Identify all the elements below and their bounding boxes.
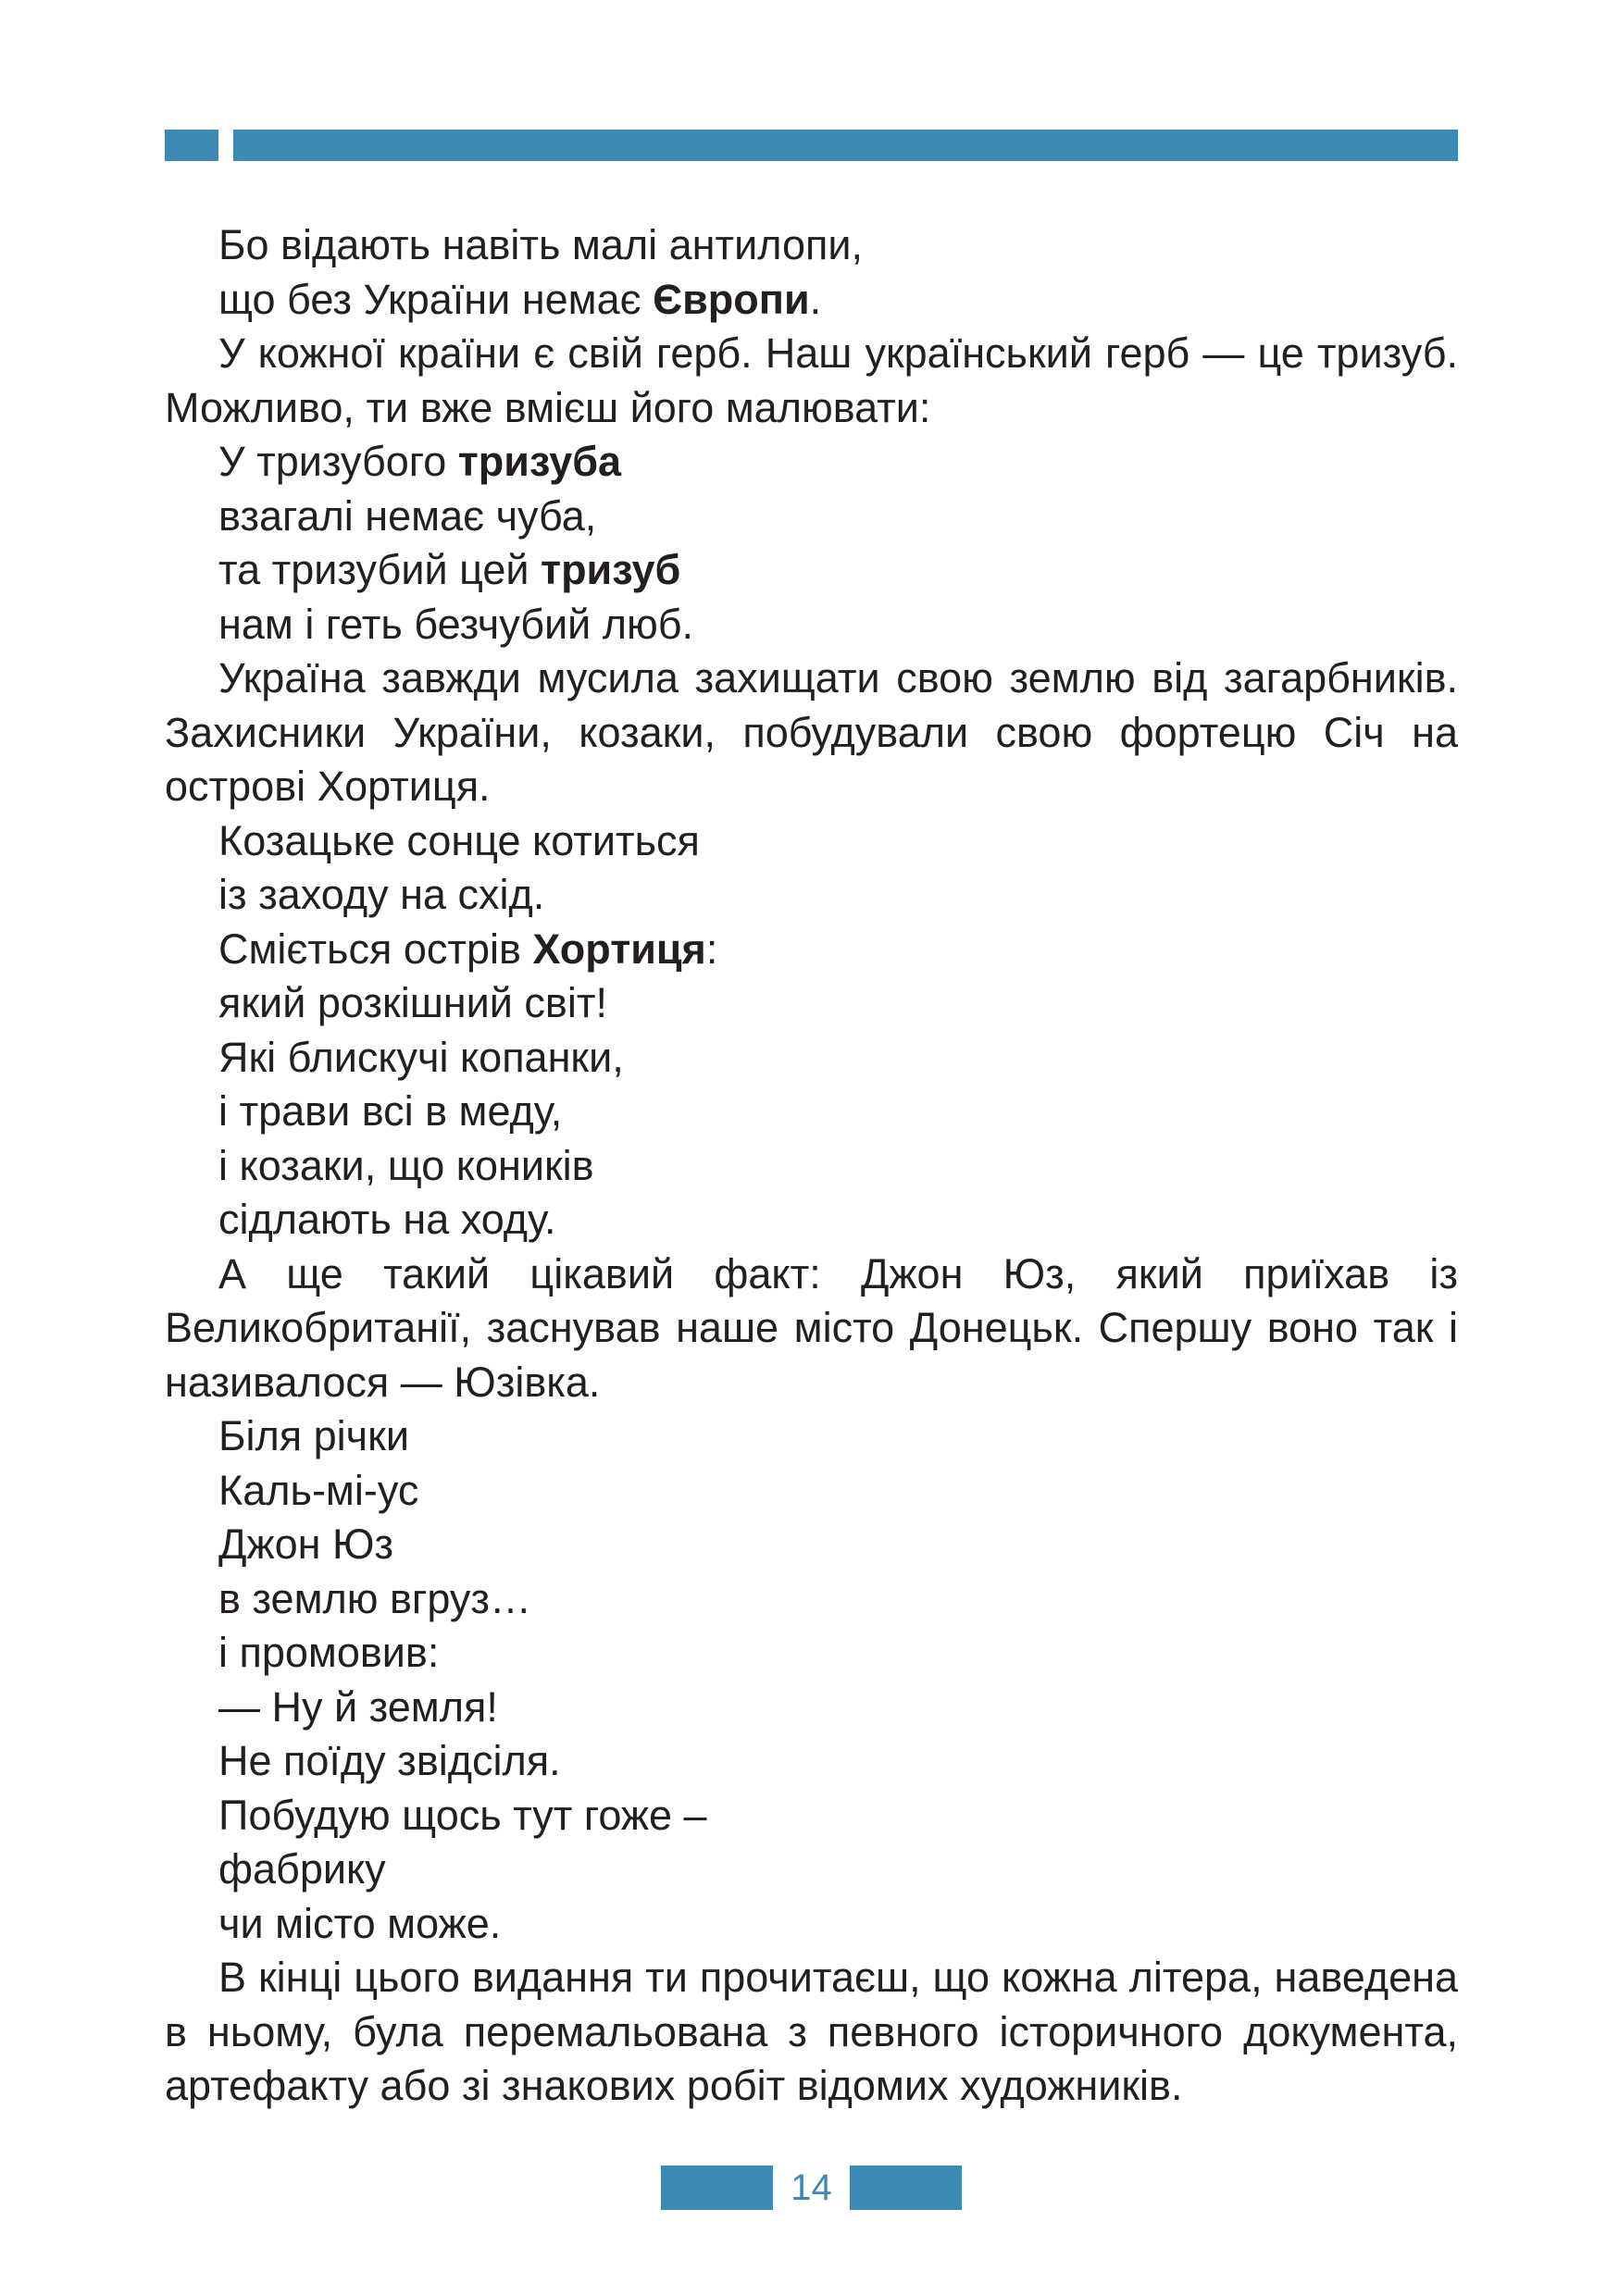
- text-segment: чи місто може.: [218, 1899, 502, 1947]
- verse-line: [165, 1681, 1458, 1735]
- text-segment: У тризубого: [218, 438, 458, 485]
- text-segment: який розкішний світ!: [218, 979, 607, 1026]
- text-segment: фабрику: [218, 1845, 386, 1893]
- verse-line: [165, 1139, 1458, 1194]
- text-segment: .: [809, 275, 822, 323]
- verse-line: [165, 1897, 1458, 1952]
- text-segment: нам і геть безчубий люб.: [218, 600, 694, 648]
- verse-line: [165, 490, 1458, 544]
- text-segment: сідлають на ходу.: [218, 1196, 556, 1243]
- text-segment: Біля річки: [218, 1412, 409, 1459]
- text-segment: Козацьке сонце котиться: [218, 816, 700, 864]
- verse-line: [165, 976, 1458, 1031]
- text-segment: Каль-мі-ус: [218, 1466, 419, 1514]
- verse-line: [165, 1031, 1458, 1086]
- verse-line: [165, 1572, 1458, 1627]
- verse-line: [165, 1734, 1458, 1789]
- text-segment: В кінці цього видання ти прочитаєш, що кожна літера, наведена в ньому, була перемальована з певного історичного документа, артефакту або зі знакових робіт відомих художників.: [165, 1954, 1458, 2109]
- verse-line: [165, 923, 1458, 977]
- text-segment: Які блискучі копанки,: [218, 1033, 624, 1081]
- text-segment: Сміється острів: [218, 925, 533, 973]
- bold-text: Європи: [653, 275, 810, 323]
- text-segment: і промовив:: [218, 1629, 440, 1676]
- text-segment: :: [705, 925, 718, 973]
- verse-line: [165, 1518, 1458, 1572]
- verse-line: [165, 1193, 1458, 1247]
- footer-decor-bar-right: [850, 2166, 962, 2210]
- text-segment: в землю вгруз…: [218, 1574, 531, 1622]
- verse-line: [165, 218, 1458, 273]
- bold-text: тризуба: [457, 438, 622, 485]
- text-segment: А ще такий цікавий факт: Джон Юз, який приїхав із Великобританії, заснував наше місто Донецьк. Спершу воно так і називалося — Юзівка.: [165, 1249, 1458, 1406]
- text-segment: та тризубий цей: [218, 546, 542, 593]
- text-segment: Бо відають навіть малі антилопи,: [218, 221, 864, 268]
- text-segment: що без України немає: [218, 275, 654, 323]
- verse-line: [165, 868, 1458, 923]
- bold-text: Хортиця: [532, 925, 706, 973]
- paragraph: [165, 652, 1458, 814]
- paragraph: [165, 1951, 1458, 2114]
- verse-line: [165, 1409, 1458, 1464]
- verse-line: [165, 1464, 1458, 1519]
- footer-decor-bar-left: [661, 2166, 773, 2210]
- verse-line: [165, 1085, 1458, 1139]
- text-segment: У кожної країни є свій герб. Наш український герб — це тризуб. Можливо, ти вже вмієш його малювати:: [165, 329, 1458, 431]
- text-segment: взагалі немає чуба,: [218, 491, 597, 540]
- verse-line: [165, 1843, 1458, 1897]
- text-segment: із заходу на схід.: [218, 871, 545, 918]
- verse-line: [165, 543, 1458, 598]
- paragraph: [165, 1247, 1458, 1410]
- verse-line: [165, 598, 1458, 652]
- verse-line: [165, 814, 1458, 869]
- text-segment: і козаки, що коників: [218, 1141, 594, 1189]
- page-body-text: [165, 218, 1458, 2114]
- text-segment: і трави всі в меду,: [218, 1087, 563, 1135]
- verse-line: [165, 273, 1458, 328]
- header-decor-bar-left: [165, 130, 218, 161]
- verse-line: [165, 1626, 1458, 1681]
- page-number: 14: [791, 2167, 832, 2208]
- text-segment: Україна завжди мусила захищати свою землю від загарбників. Захисники України, козаки, побудували свою фортецю Січ на острові Хортиця.: [165, 654, 1458, 810]
- bold-text: тризуб: [541, 546, 681, 593]
- text-segment: Побудую щось тут гоже –: [218, 1791, 707, 1839]
- text-segment: Не поїду звідсіля.: [218, 1737, 561, 1784]
- header-decor-bar-right: [233, 130, 1458, 161]
- paragraph: [165, 327, 1458, 435]
- verse-line: [165, 1789, 1458, 1843]
- verse-line: [165, 435, 1458, 490]
- text-segment: Джон Юз: [218, 1520, 394, 1568]
- text-segment: — Ну й земля!: [218, 1682, 498, 1731]
